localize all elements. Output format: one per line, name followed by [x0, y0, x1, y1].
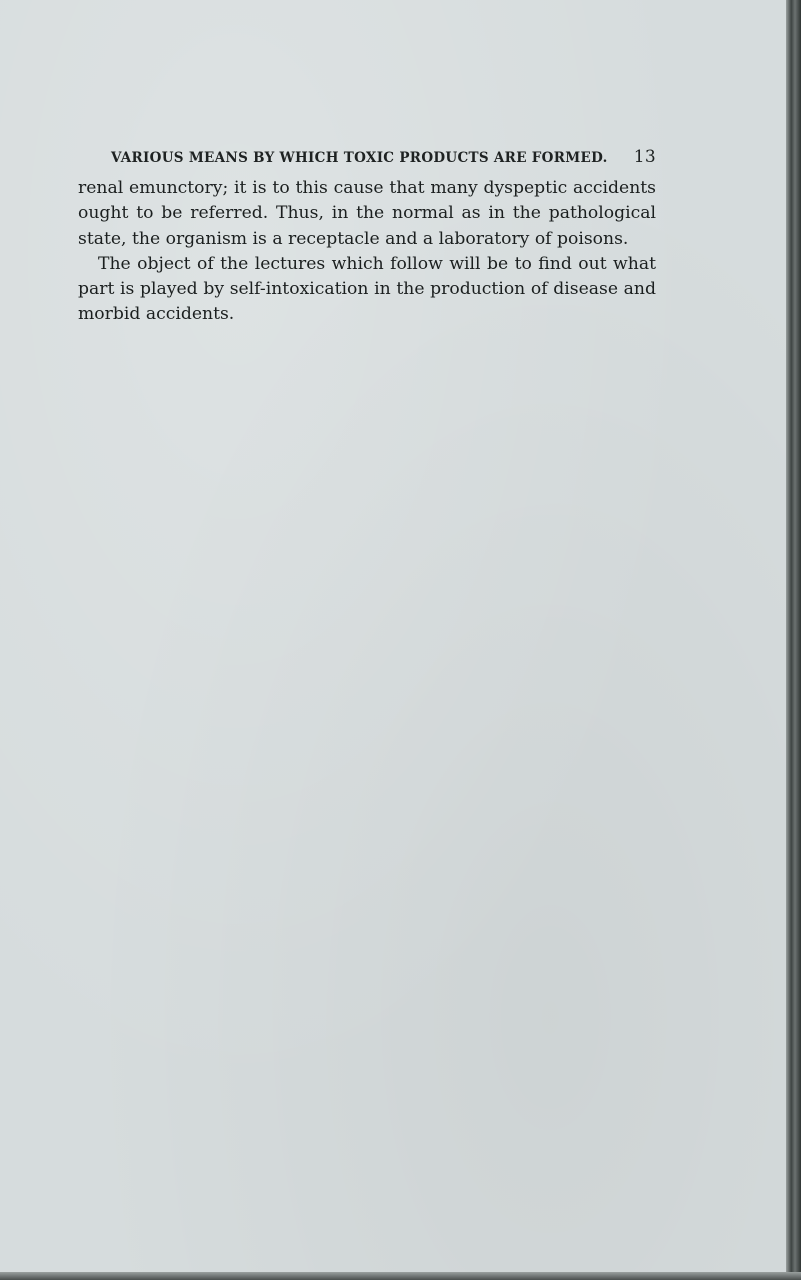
page-edge-bottom — [0, 1272, 801, 1280]
paragraph-continuation: renal emunctory; it is to this cause that many dyspeptic accidents ought to be referred. Thus, in the normal as in the pathological state, the organism is a receptacle and a laboratory of poisons. — [78, 178, 656, 249]
paragraph-object-of-lectures: The object of the lectures which follow will be to find out what part is played by self-intoxication in the production of disease and morbid accidents. — [78, 253, 656, 325]
page-number: 13 — [633, 147, 656, 167]
running-head-title: VARIOUS MEANS BY WHICH TOXIC PRODUCTS ARE FORMED. — [111, 150, 608, 166]
page-edge-right — [786, 0, 801, 1280]
running-head — [111, 148, 656, 170]
body-text — [78, 176, 656, 328]
